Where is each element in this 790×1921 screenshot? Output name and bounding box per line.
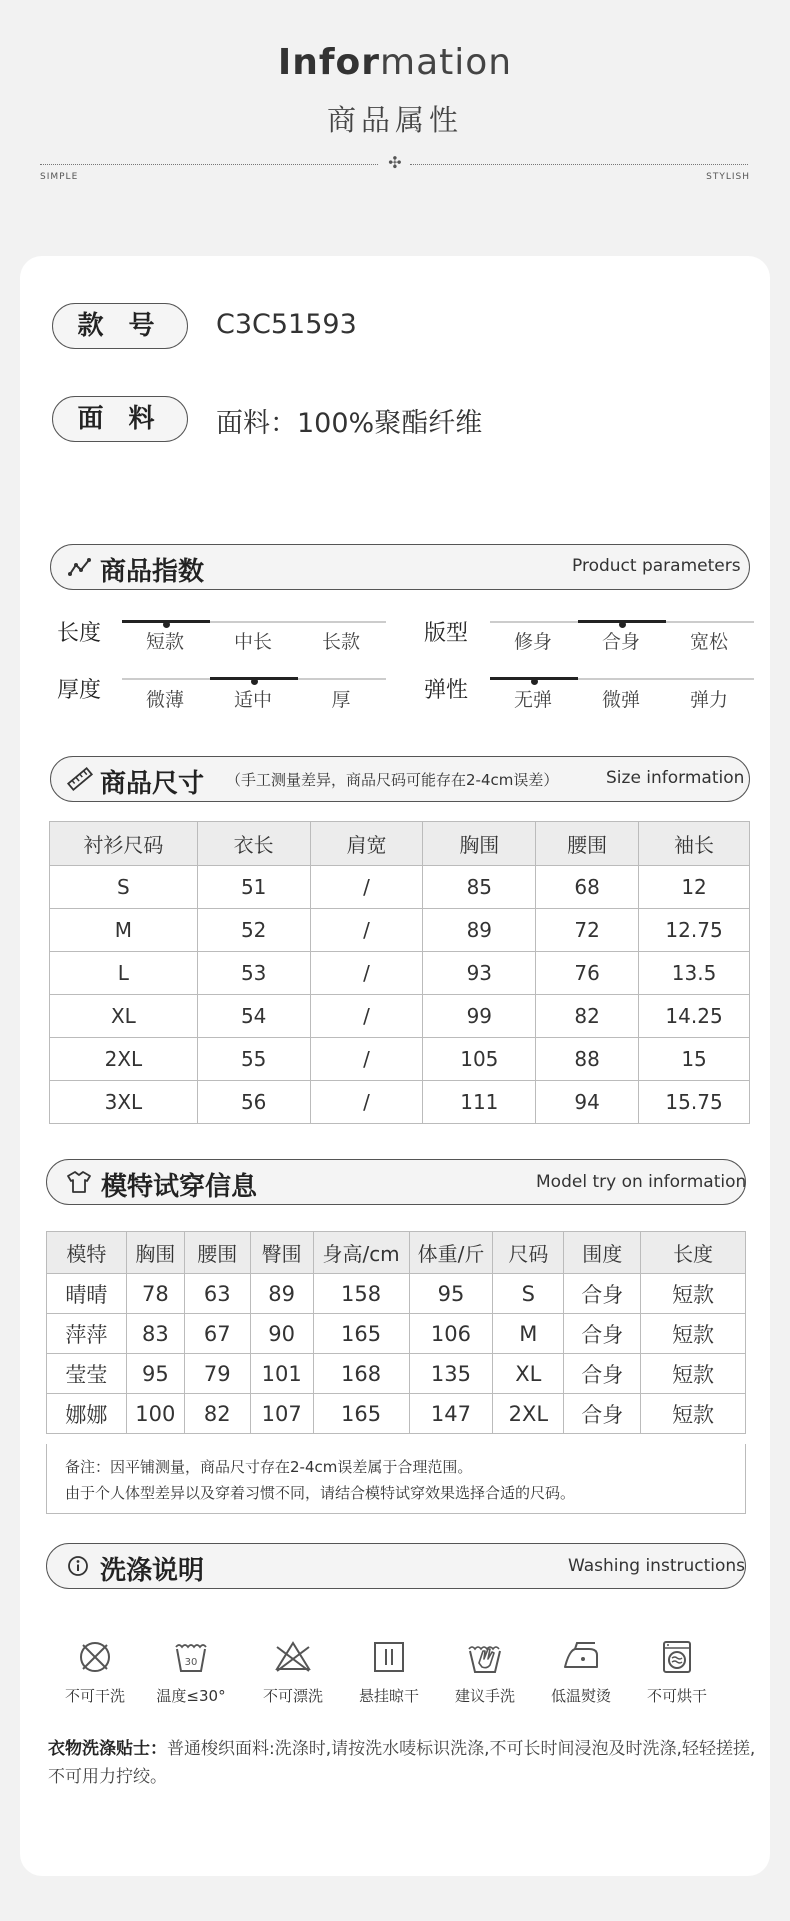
table-cell: 68 — [536, 866, 639, 909]
table-cell: 94 — [536, 1081, 639, 1124]
table-cell: 短款 — [641, 1314, 746, 1354]
params-title: 商品指数 — [100, 557, 205, 587]
fit-option-loose: 宽松 — [689, 631, 728, 653]
wash-label: 建议手洗 — [454, 1687, 515, 1705]
elasticity-option-stretch: 弹力 — [689, 689, 728, 711]
table-cell: M — [50, 909, 198, 952]
table-cell: 100 — [126, 1394, 184, 1434]
size-header-cell: 胸围 — [423, 822, 536, 866]
wash-item-temp-30 — [146, 1637, 236, 1706]
no-bleach-icon — [273, 1637, 313, 1677]
table-cell: 88 — [536, 1038, 639, 1081]
table-cell: S — [50, 866, 198, 909]
table-row — [50, 909, 750, 952]
divider-right — [410, 164, 748, 165]
wash-item-hand-wash — [440, 1637, 530, 1706]
table-cell: 147 — [409, 1394, 493, 1434]
wash-30-badge: 30 — [184, 1657, 198, 1668]
param-label-elasticity: 弹性 — [424, 678, 469, 703]
info-icon — [67, 1555, 89, 1577]
model-header-cell: 身高/cm — [313, 1232, 409, 1274]
model-header-cell: 模特 — [47, 1232, 127, 1274]
table-cell: 13.5 — [639, 952, 750, 995]
table-cell: 72 — [536, 909, 639, 952]
table-cell: 105 — [423, 1038, 536, 1081]
thickness-option-thick: 厚 — [331, 689, 351, 711]
wash-tip-text: 普通梭织面料:洗涤时,请按洗水唛标识洗涤,不可长时间浸泡及时洗涤,轻轻搓搓,不可用力拧绞。 — [48, 1739, 756, 1787]
table-cell: 合身 — [564, 1314, 641, 1354]
fabric-value: 面料：100%聚酯纤维 — [216, 408, 483, 439]
fit-option-slim: 修身 — [513, 631, 552, 653]
shirt-icon — [66, 1170, 92, 1194]
table-cell: 78 — [126, 1274, 184, 1314]
model-title-en: Model try on information — [536, 1172, 747, 1192]
size-header-cell: 衬衫尺码 — [50, 822, 198, 866]
model-title: 模特试穿信息 — [101, 1172, 258, 1202]
length-option-short: 短款 — [145, 631, 184, 653]
table-cell: 15 — [639, 1038, 750, 1081]
elasticity-scale-dot — [531, 678, 538, 685]
low-iron-icon — [561, 1637, 601, 1677]
title-light: mation — [380, 42, 513, 83]
size-note: （手工测量差异，商品尺码可能存在2-4cm误差） — [226, 771, 559, 789]
table-cell: 79 — [184, 1354, 250, 1394]
model-note-line-2: 由于个人体型差异以及穿着习惯不同，请结合模特试穿效果选择合适的尺码。 — [65, 1484, 576, 1502]
table-cell: 14.25 — [639, 995, 750, 1038]
table-cell: 107 — [250, 1394, 313, 1434]
table-row — [50, 866, 750, 909]
table-cell: 晴晴 — [47, 1274, 127, 1314]
cross-icon: ✣ — [388, 153, 402, 172]
params-title-en: Product parameters — [572, 556, 741, 576]
wash-label: 不可漂洗 — [262, 1687, 323, 1705]
page-subtitle: 商品属性 — [326, 103, 463, 137]
wash-label: 低温熨烫 — [550, 1687, 611, 1705]
wash-item-no-bleach — [248, 1637, 338, 1706]
tag-simple: SIMPLE — [40, 172, 79, 182]
no-dry-clean-icon — [75, 1637, 115, 1677]
wash-label: 不可干洗 — [64, 1687, 125, 1705]
wash-tip — [48, 1735, 758, 1791]
wash-title: 洗涤说明 — [100, 1556, 205, 1586]
wash-label: 温度≤30° — [156, 1687, 226, 1705]
wash-item-no-dry-clean — [50, 1637, 140, 1706]
table-row — [50, 952, 750, 995]
table-cell: 51 — [197, 866, 310, 909]
table-cell: 82 — [536, 995, 639, 1038]
ruler-icon — [66, 766, 94, 792]
table-cell: 106 — [409, 1314, 493, 1354]
table-cell: 2XL — [50, 1038, 198, 1081]
style-no-value: C3C51593 — [216, 309, 357, 340]
table-cell: / — [310, 1038, 423, 1081]
table-cell: 15.75 — [639, 1081, 750, 1124]
divider-left — [40, 164, 378, 165]
table-cell: 63 — [184, 1274, 250, 1314]
length-option-long: 长款 — [321, 631, 360, 653]
title-bold: Infor — [277, 42, 381, 83]
wash-tip-title: 衣物洗涤贴士： — [48, 1739, 167, 1759]
table-cell: 168 — [313, 1354, 409, 1394]
table-row — [50, 995, 750, 1038]
table-cell: 90 — [250, 1314, 313, 1354]
size-header-cell: 衣长 — [197, 822, 310, 866]
wash-30-icon — [171, 1637, 211, 1677]
table-cell: 111 — [423, 1081, 536, 1124]
table-cell: 99 — [423, 995, 536, 1038]
wash-label: 悬挂晾干 — [358, 1687, 419, 1705]
table-cell: 萍萍 — [47, 1314, 127, 1354]
size-table-header — [50, 822, 750, 866]
table-cell: 82 — [184, 1394, 250, 1434]
size-header-cell: 袖长 — [639, 822, 750, 866]
model-header-cell: 尺码 — [493, 1232, 564, 1274]
wash-title-en: Washing instructions — [568, 1556, 746, 1576]
table-cell: 合身 — [564, 1274, 641, 1314]
size-header-cell: 腰围 — [536, 822, 639, 866]
table-cell: 85 — [423, 866, 536, 909]
param-label-length: 长度 — [57, 621, 102, 646]
table-cell: 12.75 — [639, 909, 750, 952]
style-no-label: 款 号 — [52, 303, 188, 349]
model-header-cell: 体重/斤 — [409, 1232, 493, 1274]
model-header-cell: 围度 — [564, 1232, 641, 1274]
table-row — [47, 1354, 746, 1394]
table-cell: / — [310, 866, 423, 909]
model-header-cell: 腰围 — [184, 1232, 250, 1274]
length-option-mid: 中长 — [233, 631, 272, 653]
wash-item-hang-dry — [344, 1637, 434, 1706]
table-row — [47, 1394, 746, 1434]
thickness-option-thin: 微薄 — [145, 689, 184, 711]
table-cell: 76 — [536, 952, 639, 995]
table-cell: 3XL — [50, 1081, 198, 1124]
fit-option-regular: 合身 — [601, 631, 640, 653]
table-cell: 短款 — [641, 1354, 746, 1394]
no-tumble-dry-icon — [657, 1637, 697, 1677]
table-cell: 101 — [250, 1354, 313, 1394]
model-table-header — [47, 1232, 746, 1274]
table-cell: 165 — [313, 1394, 409, 1434]
table-cell: 54 — [197, 995, 310, 1038]
table-cell: L — [50, 952, 198, 995]
wash-label: 不可烘干 — [646, 1687, 707, 1705]
table-cell: 短款 — [641, 1274, 746, 1314]
table-cell: 55 — [197, 1038, 310, 1081]
param-label-fit: 版型 — [424, 621, 469, 646]
wash-item-no-tumble-dry — [632, 1637, 722, 1706]
table-cell: 合身 — [564, 1354, 641, 1394]
elasticity-option-none: 无弹 — [513, 689, 552, 711]
size-header-cell: 肩宽 — [310, 822, 423, 866]
table-cell: / — [310, 909, 423, 952]
table-row — [50, 1081, 750, 1124]
table-cell: 67 — [184, 1314, 250, 1354]
model-header-cell: 长度 — [641, 1232, 746, 1274]
table-row — [50, 1038, 750, 1081]
table-cell: 2XL — [493, 1394, 564, 1434]
model-note — [46, 1444, 746, 1514]
size-title-en: Size information — [606, 768, 745, 788]
table-cell: 135 — [409, 1354, 493, 1394]
table-cell: 95 — [409, 1274, 493, 1314]
model-note-line-1: 备注：因平铺测量，商品尺寸存在2-4cm误差属于合理范围。 — [65, 1458, 473, 1476]
page-title — [0, 42, 790, 83]
table-cell: 93 — [423, 952, 536, 995]
table-cell: S — [493, 1274, 564, 1314]
table-cell: / — [310, 995, 423, 1038]
hang-dry-icon — [369, 1637, 409, 1677]
thickness-option-medium: 适中 — [233, 689, 272, 711]
table-cell: / — [310, 952, 423, 995]
fabric-label: 面 料 — [52, 396, 188, 442]
size-title: 商品尺寸 — [100, 769, 205, 799]
hand-wash-icon — [465, 1637, 505, 1677]
size-table — [49, 821, 750, 1124]
trend-icon — [68, 556, 92, 578]
table-cell: M — [493, 1314, 564, 1354]
table-cell: 165 — [313, 1314, 409, 1354]
table-cell: 12 — [639, 866, 750, 909]
table-cell: 83 — [126, 1314, 184, 1354]
param-label-thickness: 厚度 — [57, 678, 102, 703]
table-cell: / — [310, 1081, 423, 1124]
table-cell: 95 — [126, 1354, 184, 1394]
table-cell: XL — [50, 995, 198, 1038]
thickness-scale-dot — [251, 678, 258, 685]
elasticity-option-slight: 微弹 — [601, 689, 640, 711]
wash-item-low-iron — [536, 1637, 626, 1706]
model-header-cell: 胸围 — [126, 1232, 184, 1274]
table-cell: 53 — [197, 952, 310, 995]
table-cell: 158 — [313, 1274, 409, 1314]
table-cell: XL — [493, 1354, 564, 1394]
table-cell: 89 — [423, 909, 536, 952]
table-cell: 89 — [250, 1274, 313, 1314]
table-cell: 56 — [197, 1081, 310, 1124]
table-cell: 短款 — [641, 1394, 746, 1434]
model-table — [46, 1231, 746, 1434]
table-cell: 52 — [197, 909, 310, 952]
table-row — [47, 1274, 746, 1314]
table-cell: 娜娜 — [47, 1394, 127, 1434]
table-cell: 合身 — [564, 1394, 641, 1434]
table-row — [47, 1314, 746, 1354]
table-cell: 莹莹 — [47, 1354, 127, 1394]
tag-stylish: STYLISH — [706, 172, 750, 182]
model-header-cell: 臀围 — [250, 1232, 313, 1274]
